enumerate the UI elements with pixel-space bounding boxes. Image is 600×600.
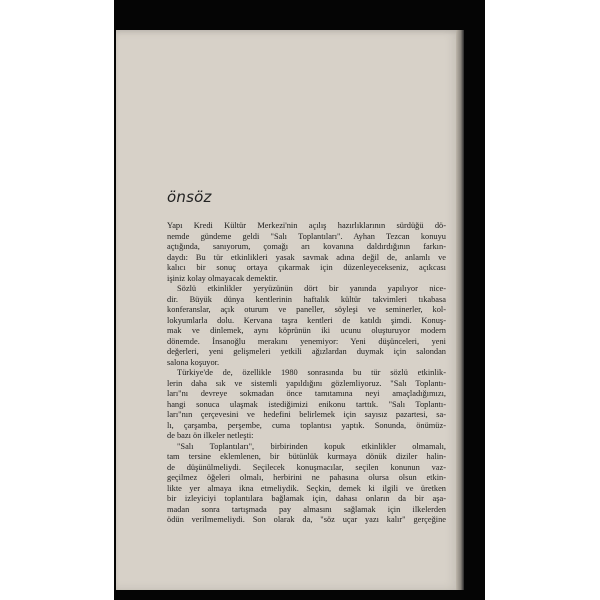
text-line: likte yer almaya ikna etmeliydik. Seçkin, demek ki ilgili ve üretken xyxy=(167,483,446,493)
text-line: lı, çarşamba, perşembe, cuma toplantısı yaptık. Sonunda, önümüz- xyxy=(167,420,446,430)
text-line: tam tersine eklemlenen, bir bütünlük kurmaya dönük diziler halin- xyxy=(167,452,446,461)
text-line: lerin daha sık ve sistemli yapıldığını gözlemliyoruz. "Salı Toplantı- xyxy=(167,378,446,388)
text-line: dönemde. İnsanoğlu merakını yenemiyor: Yeni düşünceleri, yeni xyxy=(167,336,446,346)
text-line: konferanslar, açık oturum ve paneller, söyleşi ve seminerler, kol- xyxy=(167,305,446,314)
text-line: bir izleyiciyi toplantılara bağlamak için, dahası onların da bir aşa- xyxy=(167,494,446,503)
text-line: ları"nı devreye sokmadan önce tamıtamına neyi amaçladığımızı, xyxy=(167,389,446,398)
body-text xyxy=(167,221,446,526)
text-line: Yapı Kredi Kültür Merkezi'nin açılış hazırlıklarının sürdüğü dö- xyxy=(167,221,446,230)
text-line: kalıcı bir sonuç ortaya çıkarmak için düzenleyecekseniz, açıkcası xyxy=(167,263,446,272)
text-line: de düşünülmeliydi. Seçilecek konuşmacılar, seçilen konunun vaz- xyxy=(167,462,446,472)
text-line: nemde gündeme geldi "Salı Toplantıları". Ayhan Tezcan konuyu xyxy=(167,231,446,241)
text-line: salona koşuyor. xyxy=(167,357,220,367)
text-line: de bazı ön ilkeler netleşti: xyxy=(167,431,254,440)
text-line: değerleri, yeni gelişmeleri yetkili ağızlardan duymak için salondan xyxy=(167,347,446,356)
text-line: hangi sonuca ulaşmak istediğimizi enikonu tarttık. "Salı Toplantı- xyxy=(167,399,446,409)
text-line: geçilmez öğeleri olmalı, herbirini ne pahasına olursa olsun etkin- xyxy=(167,473,446,482)
section-heading: önsöz xyxy=(167,188,212,206)
text-line: daydı: Bu tür etkinlikleri yasak savmak adına değil de, anlamlı ve xyxy=(167,252,446,262)
page-edge-shadow xyxy=(456,30,464,590)
text-line: açtığında, sanıyorum, çomağı arı kovanına daldırdığının farkın- xyxy=(167,242,446,251)
text-line: lokyumlarla dolu. Kervana taşra kentleri de katıldı şimdi. Konuş- xyxy=(167,315,446,325)
text-line: ları"nın çerçevesini ve hedefini belirlemek için sayısız pazartesi, sa- xyxy=(167,410,446,419)
text-line: dir. Büyük dünya kentlerinin haftalık kültür takvimleri tıkabasa xyxy=(167,294,446,304)
text-line: "Salı Toplantıları", birbirinden kopuk etkinlikler olmamalı, xyxy=(177,441,446,451)
text-line: Sözlü etkinlikler yeryüzünün dört bir yanında yapılıyor nice- xyxy=(177,284,446,293)
text-line: işiniz kolay olmayacak demektir. xyxy=(167,273,278,283)
text-line: ödün verilmemeliydi. Son olarak da, "söz uçar yazı kalır" gerçeğine xyxy=(167,515,446,524)
text-line: madan sonra tartışmada pay almasını sağlamak için ilkelerden xyxy=(167,504,446,514)
text-line: Türkiye'de de, özellikle 1980 sonrasında bu tür sözlü etkinlik- xyxy=(177,368,446,377)
text-line: mak ve dinlemek, aynı köprünün iki ucunu oluşturuyor modern xyxy=(167,326,446,335)
